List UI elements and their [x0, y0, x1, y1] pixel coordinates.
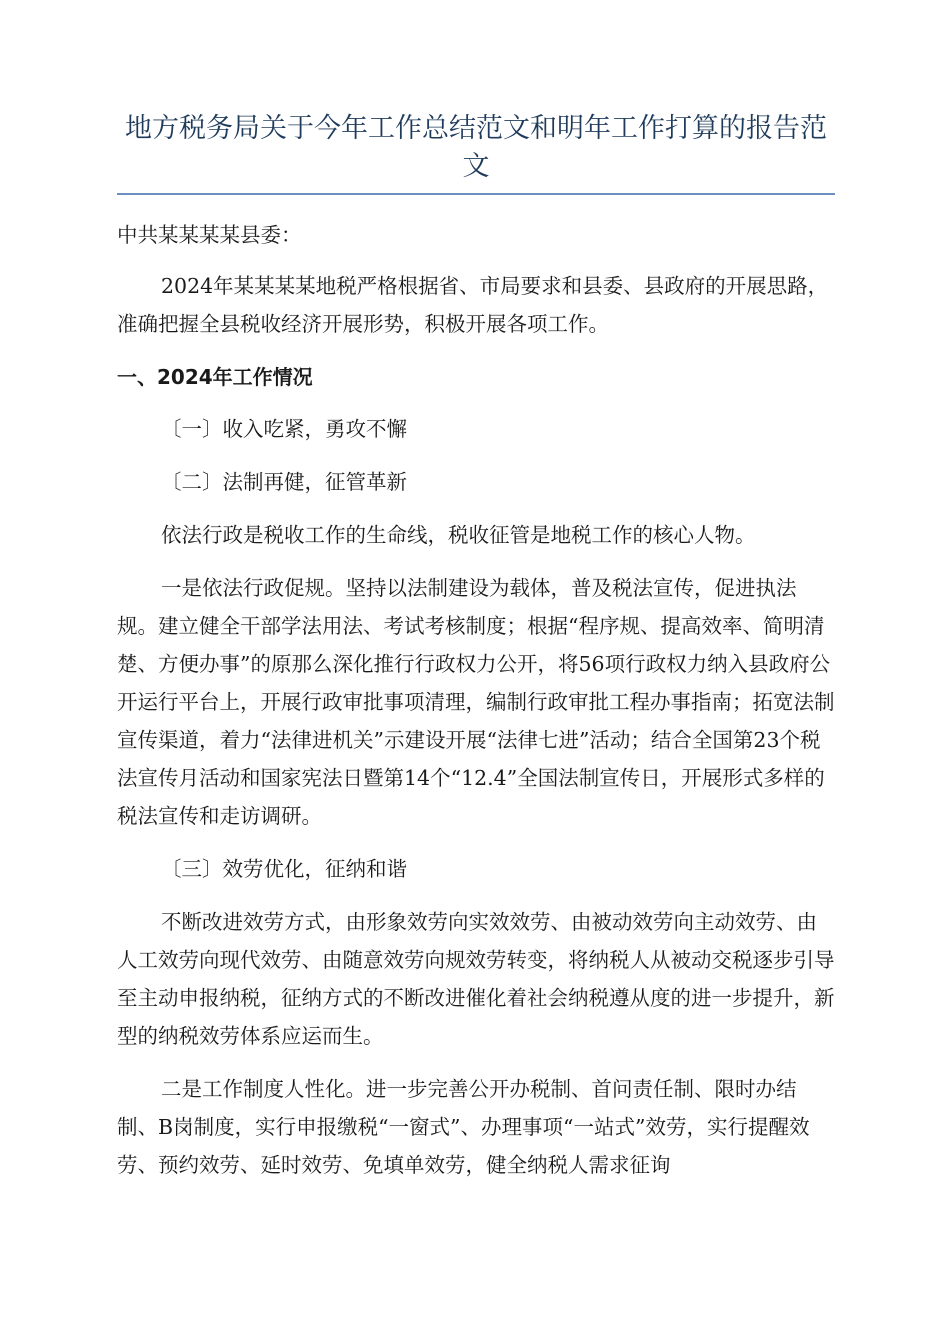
law-detail-paragraph: 一是依法行政促规。坚持以法制建设为载体，普及税法宣传，促进执法规。建立健全干部学法用法、考试考核制度；根据“程序规、提高效率、简明清楚、方便办事”的原那么深化推行行政权力公开，将56项行政权力纳入县政府公开运行平台上，开展行政审批事项清理，编制行政审批工程办事指南；拓宽法制宣传渠道，着力“法律进机关”示建设开展“法律七进”活动；结合全国第23个税法宣传月活动和国家宪法日暨第14个“12.4”全国法制宣传日，开展形式多样的税法宣传和走访调研。 [117, 576, 835, 828]
document-page [117, 110, 835, 1184]
intro-paragraph: 2024年某某某某地税严格根据省、市局要求和县委、县政府的开展思路，准确把握全县税收经济开展形势，积极开展各项工作。 [117, 274, 829, 336]
section-heading-1: 一、2024年工作情况 [117, 365, 313, 389]
subheading-1: 〔一〕收入吃紧，勇攻不懈 [161, 417, 407, 441]
system-paragraph: 二是工作制度人性化。进一步完善公开办税制、首问责任制、限时办结制、B岗制度，实行申报缴税“一窗式”、办理事项“一站式”效劳，实行提醒效劳、预约效劳、延时效劳、免填单效劳，健全纳税人需求征询 [117, 1077, 810, 1177]
service-paragraph: 不断改进效劳方式，由形象效劳向实效效劳、由被动效劳向主动效劳、由人工效劳向现代效劳、由随意效劳向规效劳转变，将纳税人从被动交税逐步引导至主动申报纳税，征纳方式的不断改进催化着社会纳税遵从度的进一步提升，新型的纳税效劳体系应运而生。 [117, 910, 835, 1048]
document-title: 地方税务局关于今年工作总结范文和明年工作打算的报告范文 [117, 110, 835, 195]
subheading-2: 〔二〕法制再健，征管革新 [161, 470, 407, 494]
salutation: 中共某某某某县委： [117, 223, 302, 247]
law-intro-paragraph: 依法行政是税收工作的生命线，税收征管是地税工作的核心人物。 [161, 523, 756, 547]
subheading-3: 〔三〕效劳优化，征纳和谐 [161, 857, 407, 881]
